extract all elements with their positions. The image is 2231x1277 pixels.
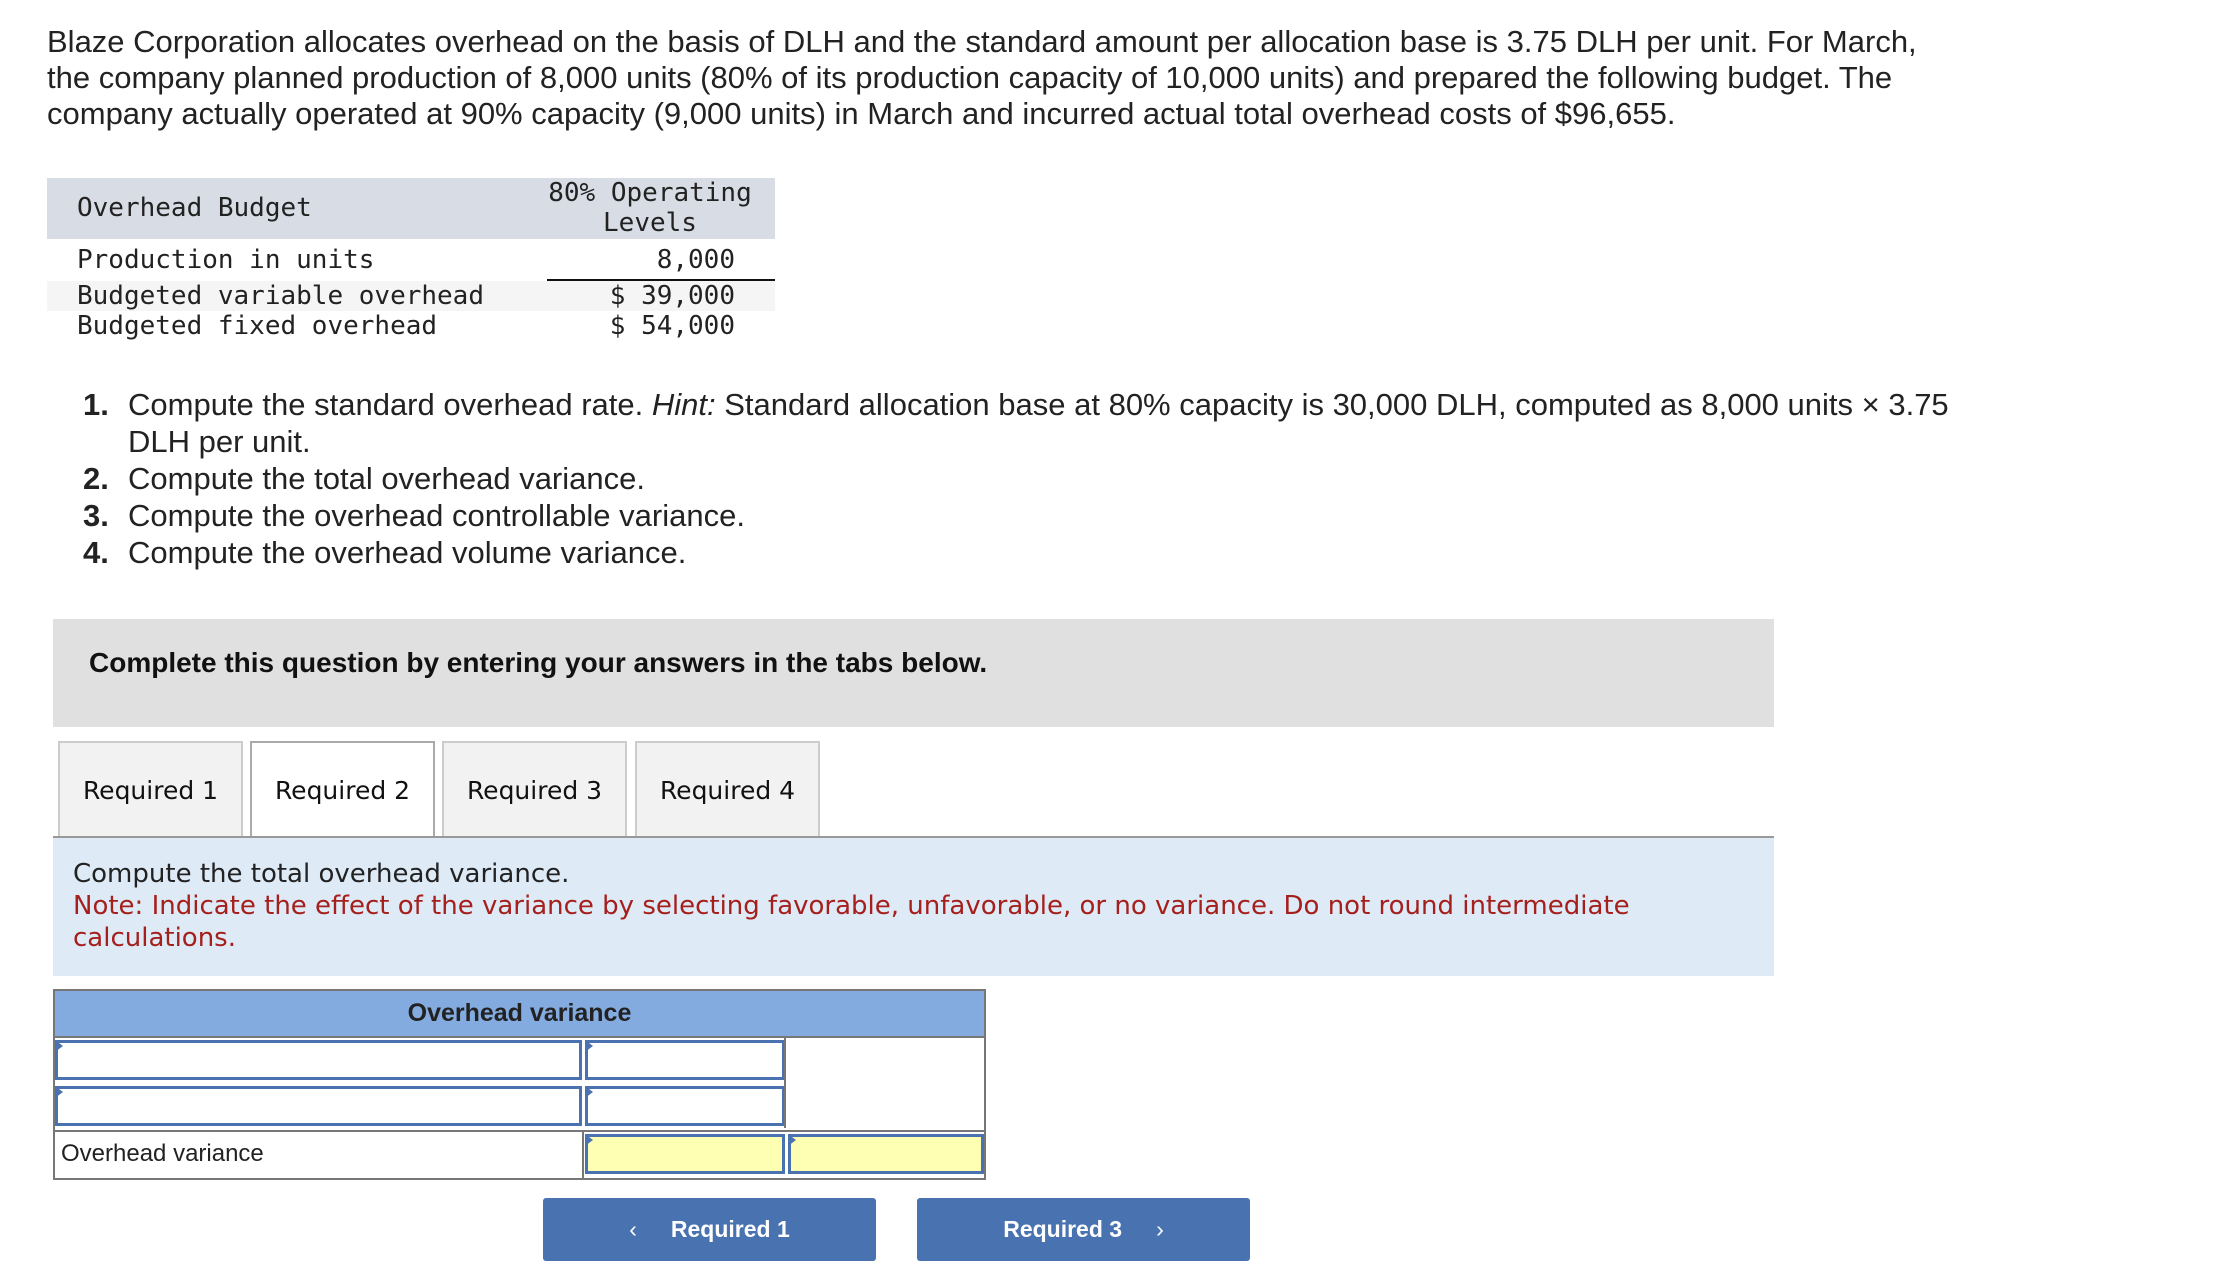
item-number: 3.: [83, 498, 109, 533]
item-number: 2.: [83, 461, 109, 496]
total-row: [55, 1132, 984, 1178]
instruction-text: Compute the total overhead variance.: [73, 859, 570, 889]
row-label: Production in units: [77, 245, 375, 275]
label-input[interactable]: [55, 1040, 582, 1080]
tab-required-4[interactable]: Required 4: [635, 741, 820, 836]
note-text: Note: Indicate the effect of the variance by selecting favorable, unfavorable, or no variance. Do not round intermediate calculations.: [73, 891, 1630, 953]
item-number: 4.: [83, 535, 109, 570]
requirement-item: [80, 534, 1960, 571]
requirements-list: [80, 386, 1960, 571]
prev-label: Required 1: [670, 1216, 790, 1242]
answer-table: [53, 989, 986, 1180]
column-divider: [582, 1132, 584, 1178]
budget-title: Overhead Budget: [77, 193, 312, 223]
item-text: Compute the total overhead variance.: [128, 461, 645, 496]
row-value: 8,000: [656, 245, 735, 275]
requirement-item: [80, 460, 1960, 497]
instructions-banner: [53, 619, 1774, 727]
col-header-line2: Levels: [603, 208, 697, 238]
budget-col-header: [535, 178, 765, 238]
answer-row: [55, 1084, 984, 1132]
row-label: Budgeted fixed overhead: [77, 311, 438, 341]
tab-required-1[interactable]: Required 1: [58, 741, 243, 836]
variance-effect-select[interactable]: [788, 1134, 984, 1174]
chevron-right-icon: ›: [1156, 1216, 1164, 1242]
prev-required-button[interactable]: [543, 1198, 876, 1261]
budget-row: [47, 281, 775, 311]
row-value: $ 54,000: [609, 311, 735, 341]
question-panel: [53, 838, 1774, 976]
chevron-left-icon: ‹: [629, 1216, 637, 1242]
budget-header: [47, 178, 775, 239]
row-label: Budgeted variable overhead: [77, 281, 484, 311]
total-amount-input[interactable]: [585, 1134, 785, 1174]
budget-row: [47, 245, 775, 281]
amount-input[interactable]: [585, 1040, 785, 1080]
problem-intro: Blaze Corporation allocates overhead on the basis of DLH and the standard amount per allocation base is 3.75 DLH per unit. For March, the company planned production of 8,000 units (80% of its production capacity of 10,000 units) and prepared the following budget. The company actually operated at 90% capacity (9,000 units) in March and incurred actual total overhead costs of $96,655.: [47, 24, 1917, 131]
item-text: Standard allocation base at 80% capacity is 30,000 DLH, computed as 8,000 units × 3.75 DLH per unit.: [128, 387, 1949, 459]
overhead-budget-table: [47, 178, 775, 341]
item-number: 1.: [83, 387, 109, 422]
budget-row: [47, 311, 775, 341]
tab-required-3[interactable]: Required 3: [442, 741, 627, 836]
label-input[interactable]: [55, 1086, 582, 1126]
amount-input[interactable]: [585, 1086, 785, 1126]
next-label: Required 3: [1003, 1216, 1123, 1242]
total-label: Overhead variance: [61, 1140, 264, 1167]
banner-text: Complete this question by entering your answers in the tabs below.: [89, 647, 988, 678]
col-header-line1: 80% Operating: [548, 178, 752, 208]
answer-table-title: Overhead variance: [55, 991, 984, 1038]
item-text: Compute the overhead volume variance.: [128, 535, 687, 570]
column-divider: [784, 1036, 786, 1128]
answer-row: [55, 1038, 984, 1084]
hint-label: Hint:: [651, 387, 716, 422]
requirement-item: [80, 386, 1960, 460]
requirement-item: [80, 497, 1960, 534]
tab-required-2[interactable]: Required 2: [250, 741, 435, 839]
row-value: $ 39,000: [609, 281, 735, 311]
item-text: Compute the overhead controllable variance.: [128, 498, 745, 533]
item-text: Compute the standard overhead rate.: [128, 387, 652, 422]
next-required-button[interactable]: [917, 1198, 1250, 1261]
